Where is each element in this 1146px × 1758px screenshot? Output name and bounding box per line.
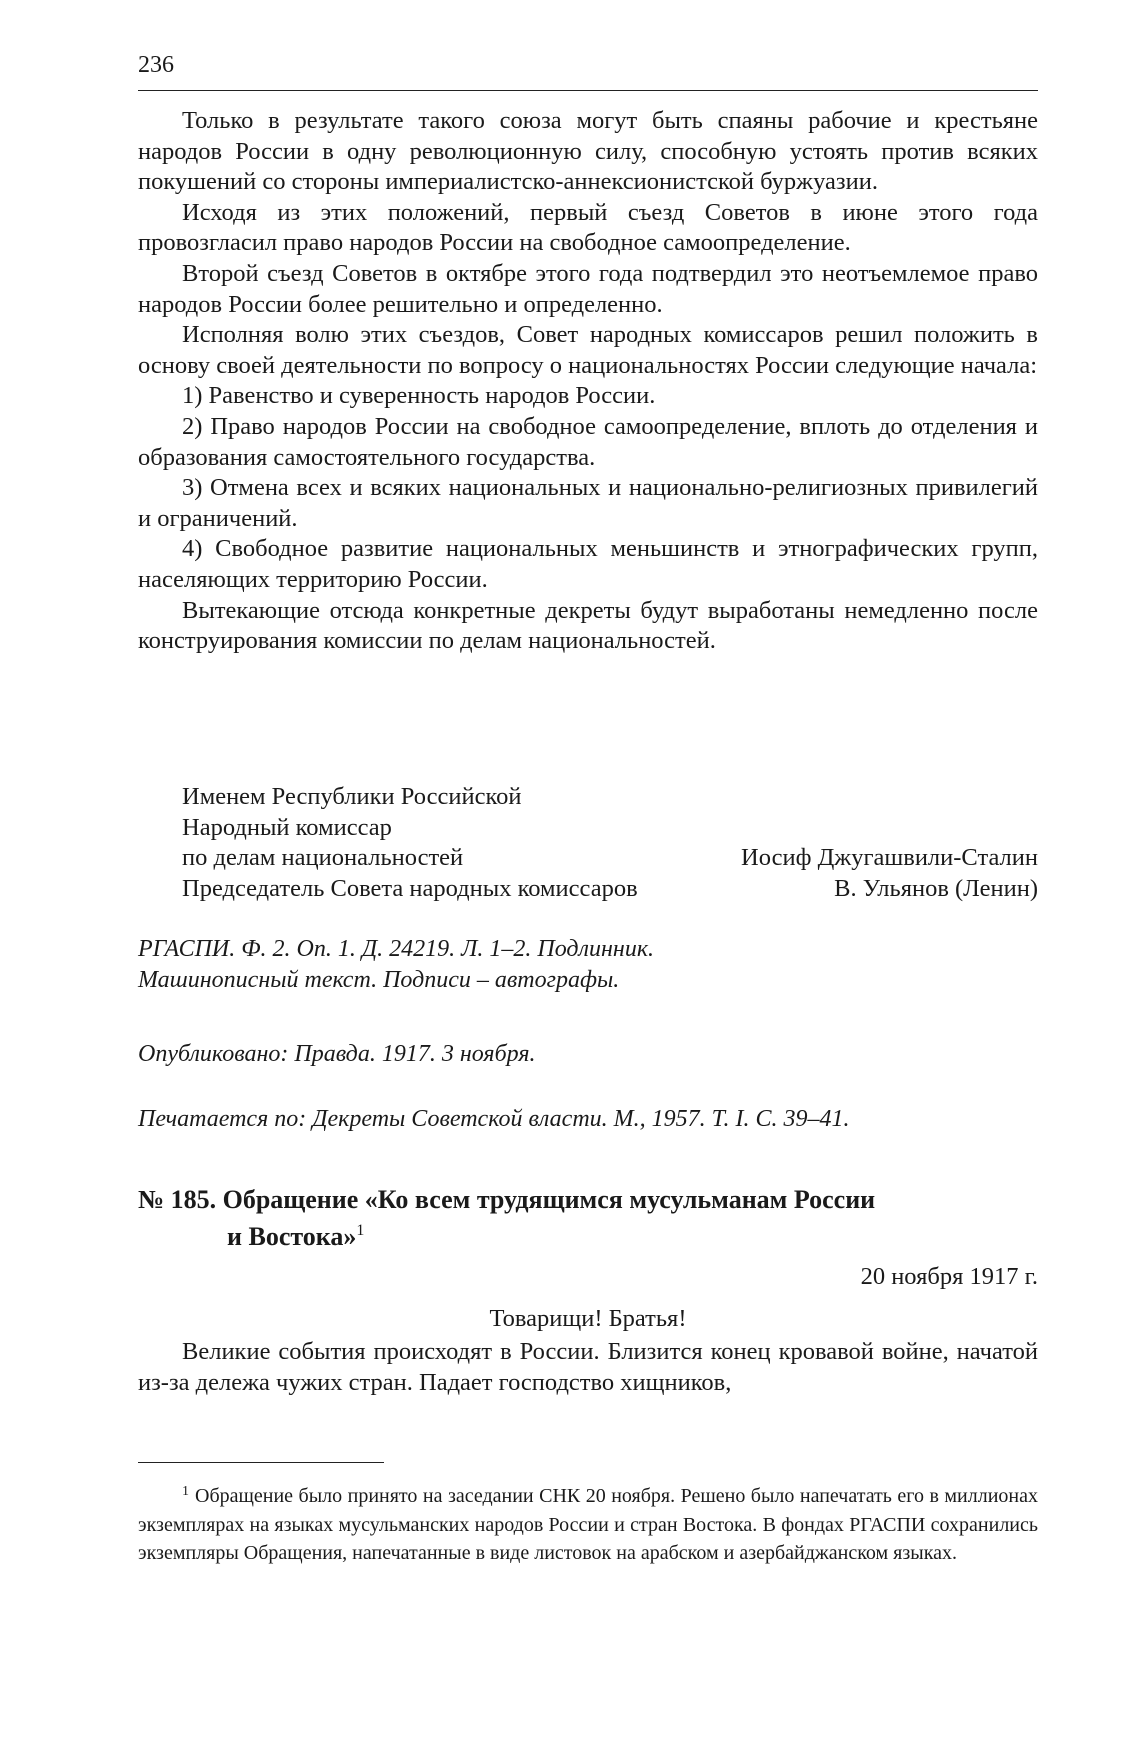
signature-line: [182, 843, 1038, 874]
body-paragraph: Исполняя волю этих съездов, Совет народных комиссаров решил положить в основу своей деятельности по вопросу о национальностях России следующие начала:: [138, 321, 1038, 379]
print-source: Печатается по: Декреты Советской власти. М., 1957. Т. I. С. 39–41.: [138, 1106, 850, 1132]
header-rule: [138, 90, 1038, 91]
signature-name: Иосиф Джугашвили-Сталин: [741, 844, 1038, 872]
signature-line: [182, 813, 1038, 844]
document-date: 20 ноября 1917 г.: [860, 1263, 1038, 1290]
body-paragraph: Второй съезд Советов в октябре этого года подтвердил это неотъемлемое право народов России более решительно и определенно.: [138, 259, 1038, 318]
signature-line: [182, 782, 1038, 813]
signature-line: [182, 874, 1038, 905]
page-number: 236: [138, 52, 174, 78]
heading-line: № 185. Обращение «Ко всем трудящимся мусульманам России: [138, 1185, 876, 1214]
archive-line: РГАСПИ. Ф. 2. Оп. 1. Д. 24219. Л. 1–2. Подлинник.: [138, 936, 655, 962]
signature-title: Председатель Совета народных комиссаров: [182, 874, 638, 902]
heading-line-cont: [138, 1215, 1038, 1252]
signature-name: В. Ульянов (Ленин): [834, 874, 1038, 902]
signature-block: [182, 782, 1038, 904]
signature-title: Народный комиссар: [182, 813, 392, 841]
body-paragraph: Великие события происходят в России. Близится конец кровавой войне, начатой из-за дележа чужих стран. Падает господство хищников,: [138, 1338, 1038, 1396]
main-body-text: [138, 106, 1038, 657]
body-paragraph: Вытекающие отсюда конкретные декреты будут выработаны немедленно после конструирования комиссии по делам национальностей.: [138, 596, 1038, 655]
body-paragraph: Только в результате такого союза могут быть спаяны рабочие и крестьяне народов России в одну революционную силу, способную устоять против всяких покушений со стороны империалистско-аннексионистской буржуазии.: [138, 107, 1038, 196]
body-paragraph: 1) Равенство и суверенность народов России.: [182, 382, 656, 410]
body-paragraph: 4) Свободное развитие национальных меньшинств и этнографических групп, населяющих территорию России.: [138, 535, 1038, 593]
salutation: Товарищи! Братья!: [489, 1305, 687, 1332]
footnote-rule: [138, 1462, 384, 1463]
footnote-ref[interactable]: 1: [356, 1222, 365, 1239]
body-paragraph: 3) Отмена всех и всяких национальных и национально-религиозных привилегий и ограничений.: [138, 474, 1038, 532]
archive-source: [138, 934, 1038, 995]
heading-text: и Востока»: [227, 1222, 357, 1251]
footnote-marker: 1: [182, 1484, 189, 1499]
body-paragraph: Исходя из этих положений, первый съезд Советов в июне этого года провозгласил право народов России на свободное самоопределение.: [138, 198, 1038, 257]
footnote-text: Обращение было принято на заседании СНК 20 ноября. Решено было напечатать его в миллионах экземплярах на языках мусульманских народов России и стран Востока. В фондах РГАСПИ сохранились экземпляры Обращения, напечатанные в виде листовок на арабском и азербайджанском языках.: [138, 1485, 1038, 1564]
archive-line: Машинописный текст. Подписи – автографы.: [138, 966, 620, 993]
section-heading: [138, 1184, 1038, 1252]
body-paragraph: 2) Право народов России на свободное самоопределение, вплоть до отделения и образования самостоятельного государства.: [138, 412, 1038, 471]
signature-authority: Именем Республики Российской: [182, 783, 522, 810]
publication-source: Опубликовано: Правда. 1917. 3 ноября.: [138, 1041, 536, 1067]
footnote-paragraph: [138, 1478, 1038, 1568]
section-body-text: [138, 1337, 1038, 1398]
signature-title: по делам национальностей: [182, 844, 464, 872]
footnote: [138, 1478, 1038, 1568]
